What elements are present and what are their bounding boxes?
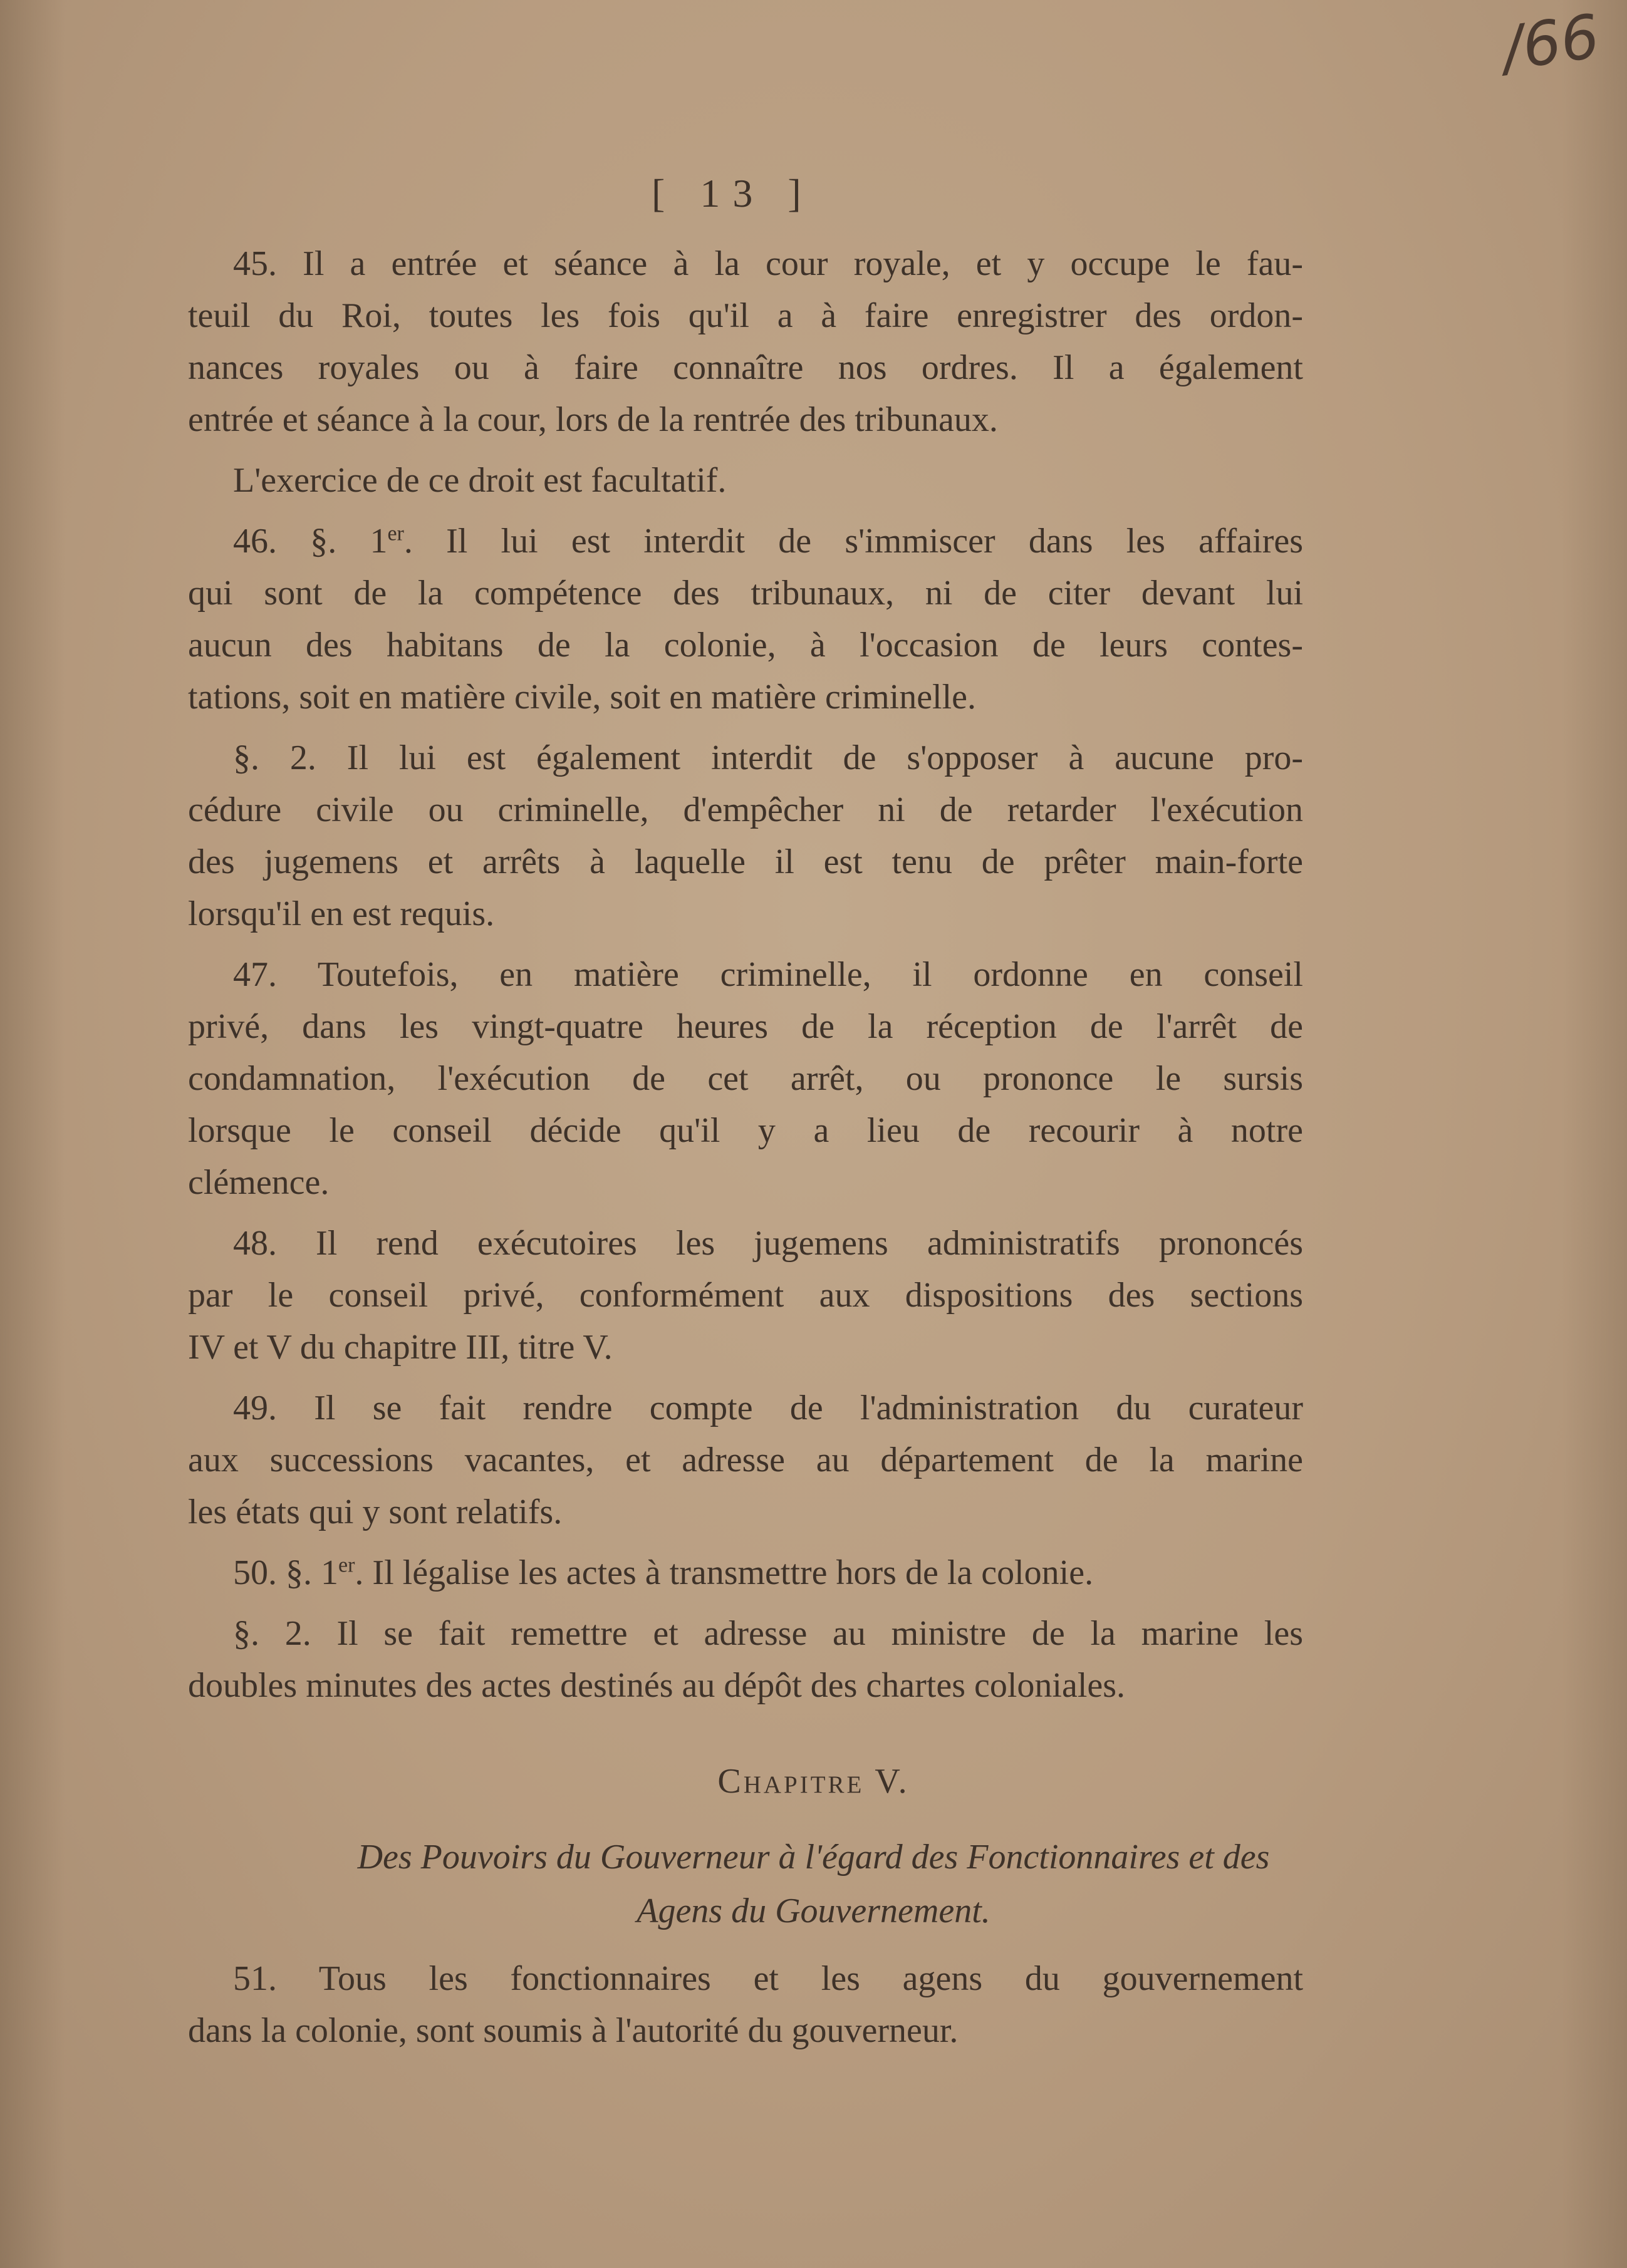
text-line: dans la colonie, sont soumis à l'autorité du gouverneur. bbox=[188, 2011, 959, 2050]
chapter-heading bbox=[0, 1761, 1627, 1801]
article-50 bbox=[188, 1547, 1303, 1599]
chapter-subtitle-line: Des Pouvoirs du Gouverneur à l'égard des Fonctionnaires et des bbox=[357, 1838, 1270, 1877]
article-number: 50. §. 1 bbox=[233, 1553, 338, 1592]
text-line: par le conseil privé, conformément aux dispositions des sections bbox=[188, 1276, 1303, 1315]
text-line: privé, dans les vingt-quatre heures de la réception de l'arrêt de bbox=[188, 1007, 1303, 1046]
text-line: 45. Il a entrée et séance à la cour royale, et y occupe le fau- bbox=[233, 244, 1303, 283]
text-line: lorsqu'il en est requis. bbox=[188, 894, 495, 933]
article-47 bbox=[188, 949, 1303, 1209]
text-line bbox=[188, 1547, 1303, 1599]
article-45 bbox=[188, 238, 1303, 446]
article-50-section-2 bbox=[188, 1608, 1303, 1712]
text-line: §. 2. Il lui est également interdit de s'opposer à aucune pro- bbox=[233, 738, 1303, 777]
text-line: teuil du Roi, toutes les fois qu'il a à faire enregistrer des ordon- bbox=[188, 296, 1303, 335]
text-line: condamnation, l'exécution de cet arrêt, ou prononce le sursis bbox=[188, 1059, 1303, 1098]
text-line: cédure civile ou criminelle, d'empêcher ni de retarder l'exécution bbox=[188, 790, 1303, 829]
text-line: nances royales ou à faire connaître nos ordres. Il a également bbox=[188, 348, 1303, 387]
text-line: clémence. bbox=[188, 1163, 330, 1202]
article-48 bbox=[188, 1218, 1303, 1374]
text-line: §. 2. Il se fait remettre et adresse au ministre de la marine les bbox=[233, 1614, 1303, 1653]
text-line: aucun des habitans de la colonie, à l'occasion de leurs contes- bbox=[188, 626, 1303, 665]
chapter-subtitle-line: Agens du Gouvernement. bbox=[637, 1892, 990, 1930]
handwritten-annotation: /66 bbox=[1497, 1, 1604, 85]
chapter-subtitle bbox=[0, 1830, 1627, 1938]
superscript: er bbox=[338, 1553, 355, 1577]
page-number: [ 13 ] bbox=[652, 171, 814, 215]
article-49 bbox=[188, 1382, 1303, 1538]
text-line: entrée et séance à la cour, lors de la rentrée des tribunaux. bbox=[188, 400, 998, 439]
body-text bbox=[188, 238, 1303, 1721]
text-line: les états qui y sont relatifs. bbox=[188, 1493, 563, 1531]
chapter-number: V. bbox=[875, 1762, 910, 1801]
text-line: 47. Toutefois, en matière criminelle, il ordonne en conseil bbox=[233, 955, 1303, 994]
text-line: lorsque le conseil décide qu'il y a lieu de recourir à notre bbox=[188, 1111, 1303, 1150]
text-line bbox=[188, 515, 1303, 567]
text-line: tations, soit en matière civile, soit en matière criminelle. bbox=[188, 678, 977, 717]
text-line: 49. Il se fait rendre compte de l'administration du curateur bbox=[233, 1389, 1303, 1427]
text-line: qui sont de la compétence des tribunaux, ni de citer devant lui bbox=[188, 574, 1303, 613]
article-51 bbox=[188, 1953, 1303, 2057]
article-46 bbox=[188, 515, 1303, 723]
text-line: 48. Il rend exécutoires les jugemens administratifs prononcés bbox=[233, 1224, 1303, 1263]
text-fragment: . Il lui est interdit de s'immiscer dans les affaires bbox=[403, 522, 1303, 561]
text-line: doubles minutes des actes destinés au dépôt des chartes coloniales. bbox=[188, 1666, 1126, 1705]
article-46-section-2 bbox=[188, 732, 1303, 940]
article-45-note bbox=[188, 455, 1303, 507]
text-line: 51. Tous les fonctionnaires et les agens du gouvernement bbox=[233, 1959, 1303, 1998]
text-fragment: . Il légalise les actes à transmettre hors de la colonie. bbox=[355, 1553, 1094, 1592]
superscript: er bbox=[387, 522, 404, 546]
chapter-word: Chapitre bbox=[717, 1762, 865, 1801]
text-line: aux successions vacantes, et adresse au département de la marine bbox=[188, 1441, 1303, 1479]
text-line: IV et V du chapitre III, titre V. bbox=[188, 1328, 613, 1367]
text-line: L'exercice de ce droit est facultatif. bbox=[233, 461, 727, 500]
article-number: 46. §. 1 bbox=[233, 522, 388, 561]
text-line: des jugemens et arrêts à laquelle il est tenu de prêter main-forte bbox=[188, 842, 1303, 881]
